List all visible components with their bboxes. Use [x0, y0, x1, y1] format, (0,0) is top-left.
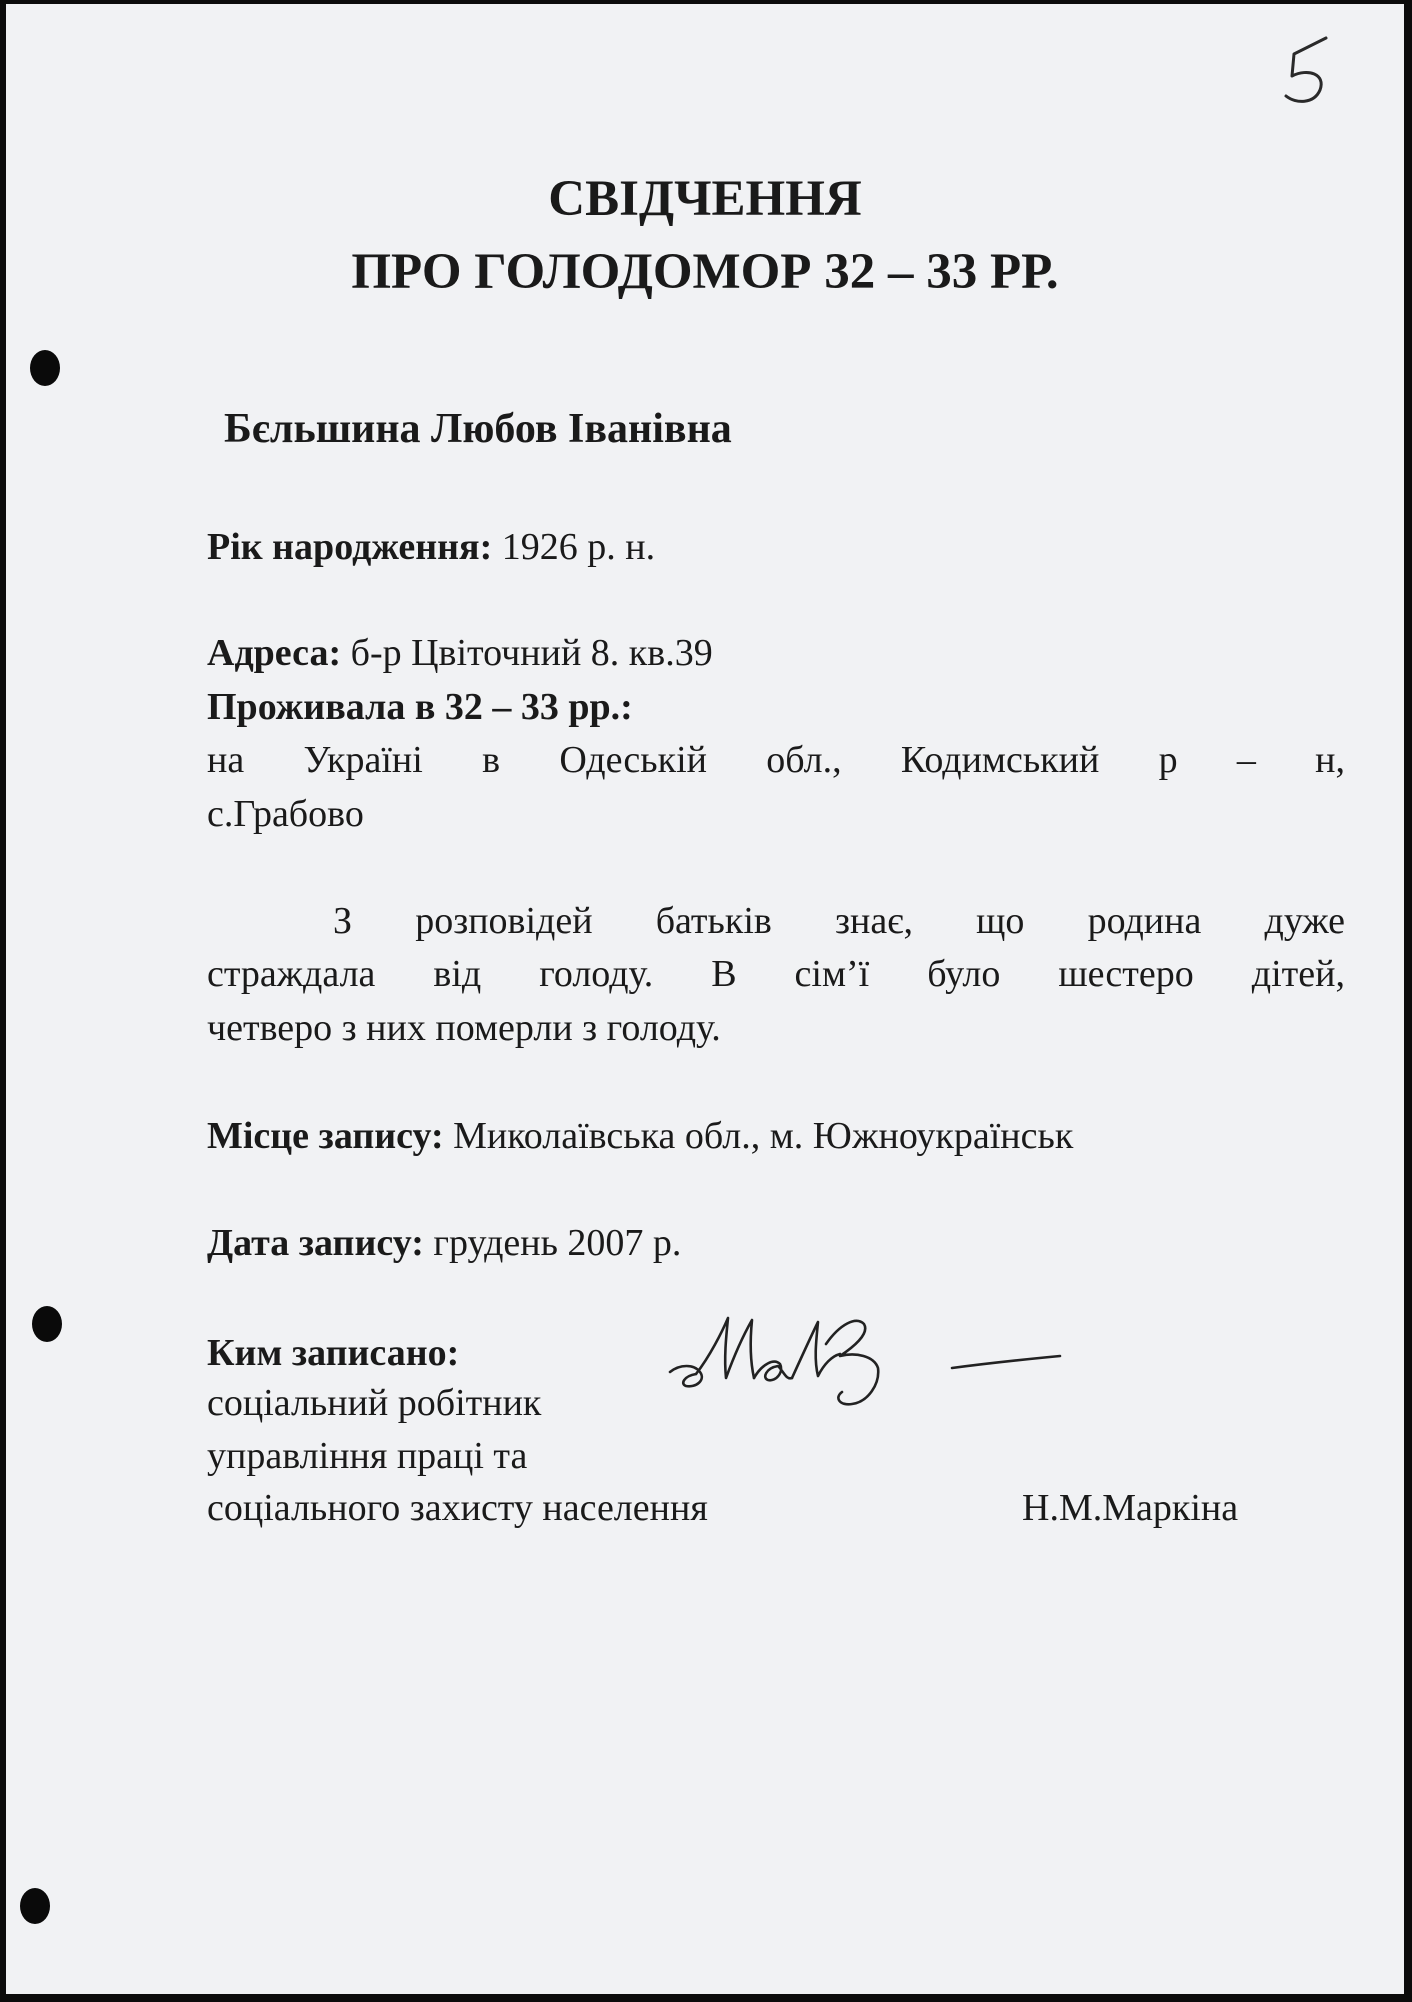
word: Кодимський: [900, 739, 1100, 781]
residence-line1: [207, 741, 1345, 779]
word: шестеро: [1058, 953, 1194, 995]
word: сім’ї: [794, 953, 870, 995]
address-row: [207, 634, 713, 672]
word: голоду.: [539, 953, 654, 995]
recorder-name: Н.М.Маркіна: [1022, 1487, 1239, 1529]
record-date-row: [207, 1224, 681, 1262]
word: обл.,: [766, 739, 842, 781]
person-name: Бєльшина Любов Іванівна: [224, 406, 732, 452]
record-place-row: [207, 1117, 1073, 1155]
word: –: [1236, 739, 1256, 781]
testimony-line1: [333, 902, 1345, 940]
birth-row: [207, 528, 655, 566]
word: розповідей: [415, 900, 593, 942]
residence-line2: с.Грабово: [207, 793, 364, 835]
word: З: [333, 900, 353, 942]
address-label: Адреса:: [207, 632, 342, 674]
recorded-by-line2: управління праці та: [207, 1435, 528, 1477]
punch-hole-bottom: [20, 1888, 50, 1924]
document-title-line1: СВІДЧЕННЯ: [548, 171, 862, 227]
word: Одеській: [559, 739, 707, 781]
record-place-label: Місце запису:: [207, 1115, 444, 1157]
word: р: [1158, 739, 1178, 781]
document-title-line2: ПРО ГОЛОДОМОР 32 – 33 РР.: [351, 244, 1059, 300]
word: в: [482, 739, 501, 781]
word: батьків: [655, 900, 772, 942]
residence-label: Проживала в 32 – 33 рр.:: [207, 686, 633, 728]
record-place-value: Миколаївська обл., м. Южноукраїнськ: [453, 1115, 1074, 1157]
word: н,: [1315, 739, 1345, 781]
recorded-by-line3: соціального захисту населення: [207, 1487, 708, 1529]
word: на: [207, 739, 245, 781]
recorded-by-line1: соціальний робітник: [207, 1382, 542, 1424]
testimony-line3: четверо з них померли з голоду.: [207, 1007, 721, 1049]
word: Україні: [303, 739, 423, 781]
recorded-by-label: Ким записано:: [207, 1332, 460, 1374]
birth-value: 1926 р. н.: [501, 526, 656, 568]
testimony-line2: [207, 955, 1345, 993]
word: що: [976, 900, 1025, 942]
word: В: [711, 953, 737, 995]
signature: [656, 1294, 1116, 1424]
record-date-value: грудень 2007 р.: [433, 1222, 682, 1264]
word: дуже: [1264, 900, 1345, 942]
page-number: [1268, 32, 1348, 112]
punch-hole-top: [30, 350, 60, 386]
word: від: [433, 953, 482, 995]
document-page: [6, 4, 1404, 1994]
record-date-label: Дата запису:: [207, 1222, 424, 1264]
word: страждала: [207, 953, 376, 995]
address-value: б-р Цвіточний 8. кв.39: [350, 632, 713, 674]
word: було: [927, 953, 1001, 995]
word: знає,: [834, 900, 914, 942]
word: родина: [1087, 900, 1202, 942]
birth-label: Рік народження:: [207, 526, 493, 568]
punch-hole-middle: [32, 1306, 62, 1342]
word: дітей,: [1251, 953, 1345, 995]
